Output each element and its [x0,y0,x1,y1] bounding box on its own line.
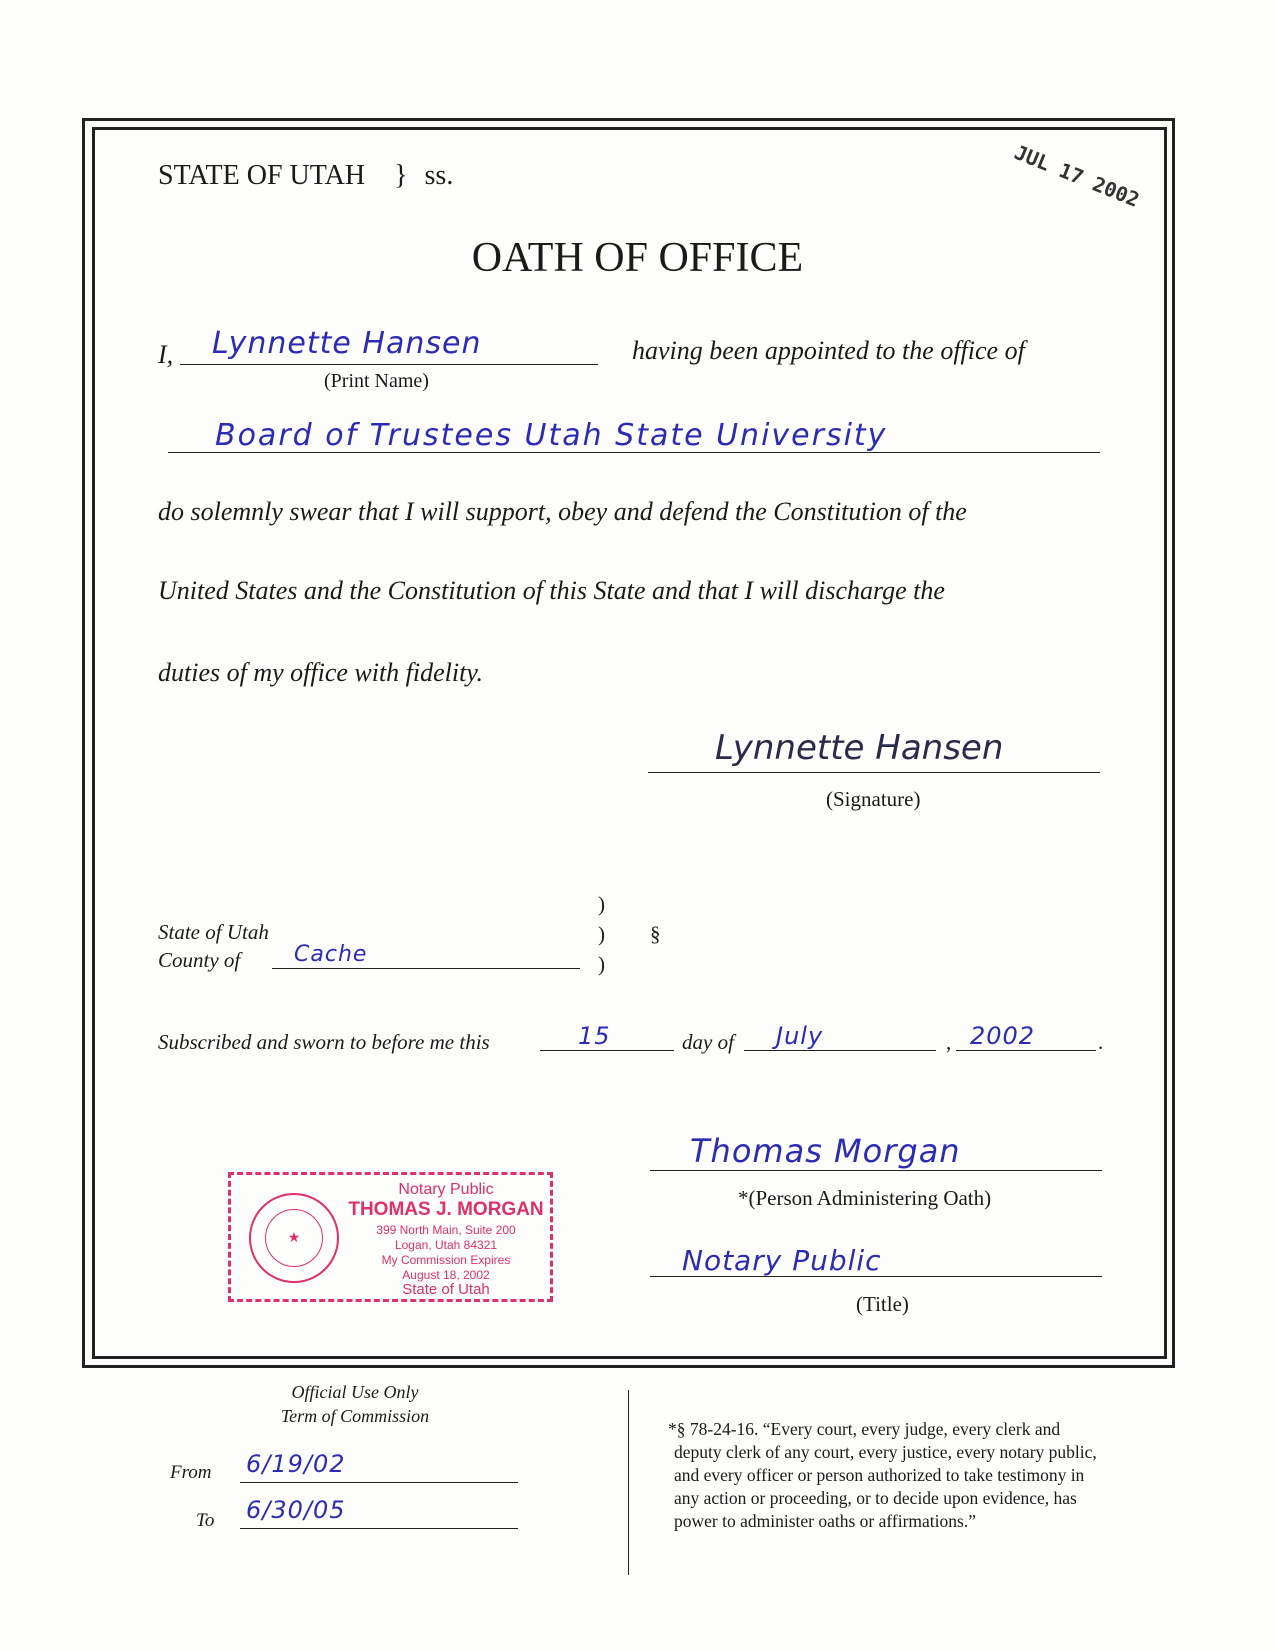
subscribed-text: Subscribed and sworn to before me this [158,1030,490,1054]
to-line [240,1528,518,1529]
oath-text-line1: do solemnly swear that I will support, obey and defend the Constitution of the [158,497,967,526]
footnote-line-5: power to administer oaths or affirmations.” [674,1511,976,1531]
comma: , [946,1030,952,1054]
from-label: From [170,1462,212,1483]
notary-expiry-date: August 18, 2002 [402,1268,490,1282]
state-of-utah-label: STATE OF UTAH [158,160,366,191]
oath-signature: Lynnette Hansen [715,728,1004,768]
county-line [272,968,580,969]
notary-commission-label: My Commission Expires [381,1253,511,1267]
statute-footnote [668,1418,1097,1533]
signature-caption: (Signature) [826,787,921,811]
state-heading [158,160,453,192]
official-use-heading: Official Use Only [291,1382,419,1402]
month-line [744,1050,936,1051]
notary-address-1: 399 North Main, Suite 200 [376,1223,516,1237]
footnote-line-2: deputy clerk of any court, every justice, every notary public, [674,1442,1097,1462]
print-name-line [180,364,598,365]
administrator-caption: *(Person Administering Oath) [738,1186,992,1210]
paren-1: ) [598,892,605,916]
print-name-value: Lynnette Hansen [212,326,482,361]
footnote-line-4: any action or proceeding, or to decide upon evidence, has [674,1488,1077,1508]
month-value: July [776,1022,824,1050]
appointed-text: having been appointed to the office of [632,336,1025,365]
document-title: OATH OF OFFICE [471,235,804,281]
received-date-stamp: JUL 17 2002 [1011,140,1143,212]
section-symbol: § [650,922,661,946]
paren-2: ) [598,922,605,946]
notary-state: State of Utah [402,1281,490,1298]
brace-symbol: } [394,160,408,191]
notary-stamp [228,1172,553,1302]
to-label: To [196,1510,215,1531]
oath-text-line2: United States and the Constitution of this State and that I will discharge the [158,576,945,605]
county-value: Cache [294,942,368,967]
to-date-value: 6/30/05 [246,1496,346,1524]
from-line [240,1482,518,1483]
title-caption: (Title) [856,1292,909,1316]
period: . [1098,1030,1104,1054]
print-name-caption: (Print Name) [324,370,429,392]
paren-3: ) [598,952,605,976]
signature-line [648,772,1100,773]
footnote-line-3: and every officer or person authorized to take testimony in [674,1465,1085,1485]
footer-divider [628,1390,629,1575]
notary-address-2: Logan, Utah 84321 [394,1238,498,1252]
year-line [956,1050,1096,1051]
administrator-signature: Thomas Morgan [690,1132,961,1170]
jurat-state-label: State of Utah [158,920,269,944]
year-value: 2002 [970,1022,1036,1050]
oath-text-line3: duties of my office with fidelity. [158,658,483,687]
state-seal-icon: ★ [249,1193,339,1283]
i-label: I, [158,340,174,369]
notary-public-label: Notary Public [398,1181,494,1198]
day-value: 15 [578,1022,611,1050]
ss-label: ss. [424,160,454,191]
jurat-county-label: County of [158,948,241,972]
office-value: Board of Trustees Utah State University [215,418,888,453]
day-line [540,1050,674,1051]
administrator-title-value: Notary Public [682,1244,882,1277]
notary-name: THOMAS J. MORGAN [348,1199,544,1220]
term-of-commission-heading: Term of Commission [280,1406,430,1426]
administrator-signature-line [650,1170,1102,1171]
day-of-text: day of [682,1030,734,1054]
from-date-value: 6/19/02 [246,1450,346,1478]
footnote-line-1: *§ 78-24-16. “Every court, every judge, every clerk and [668,1419,1061,1439]
